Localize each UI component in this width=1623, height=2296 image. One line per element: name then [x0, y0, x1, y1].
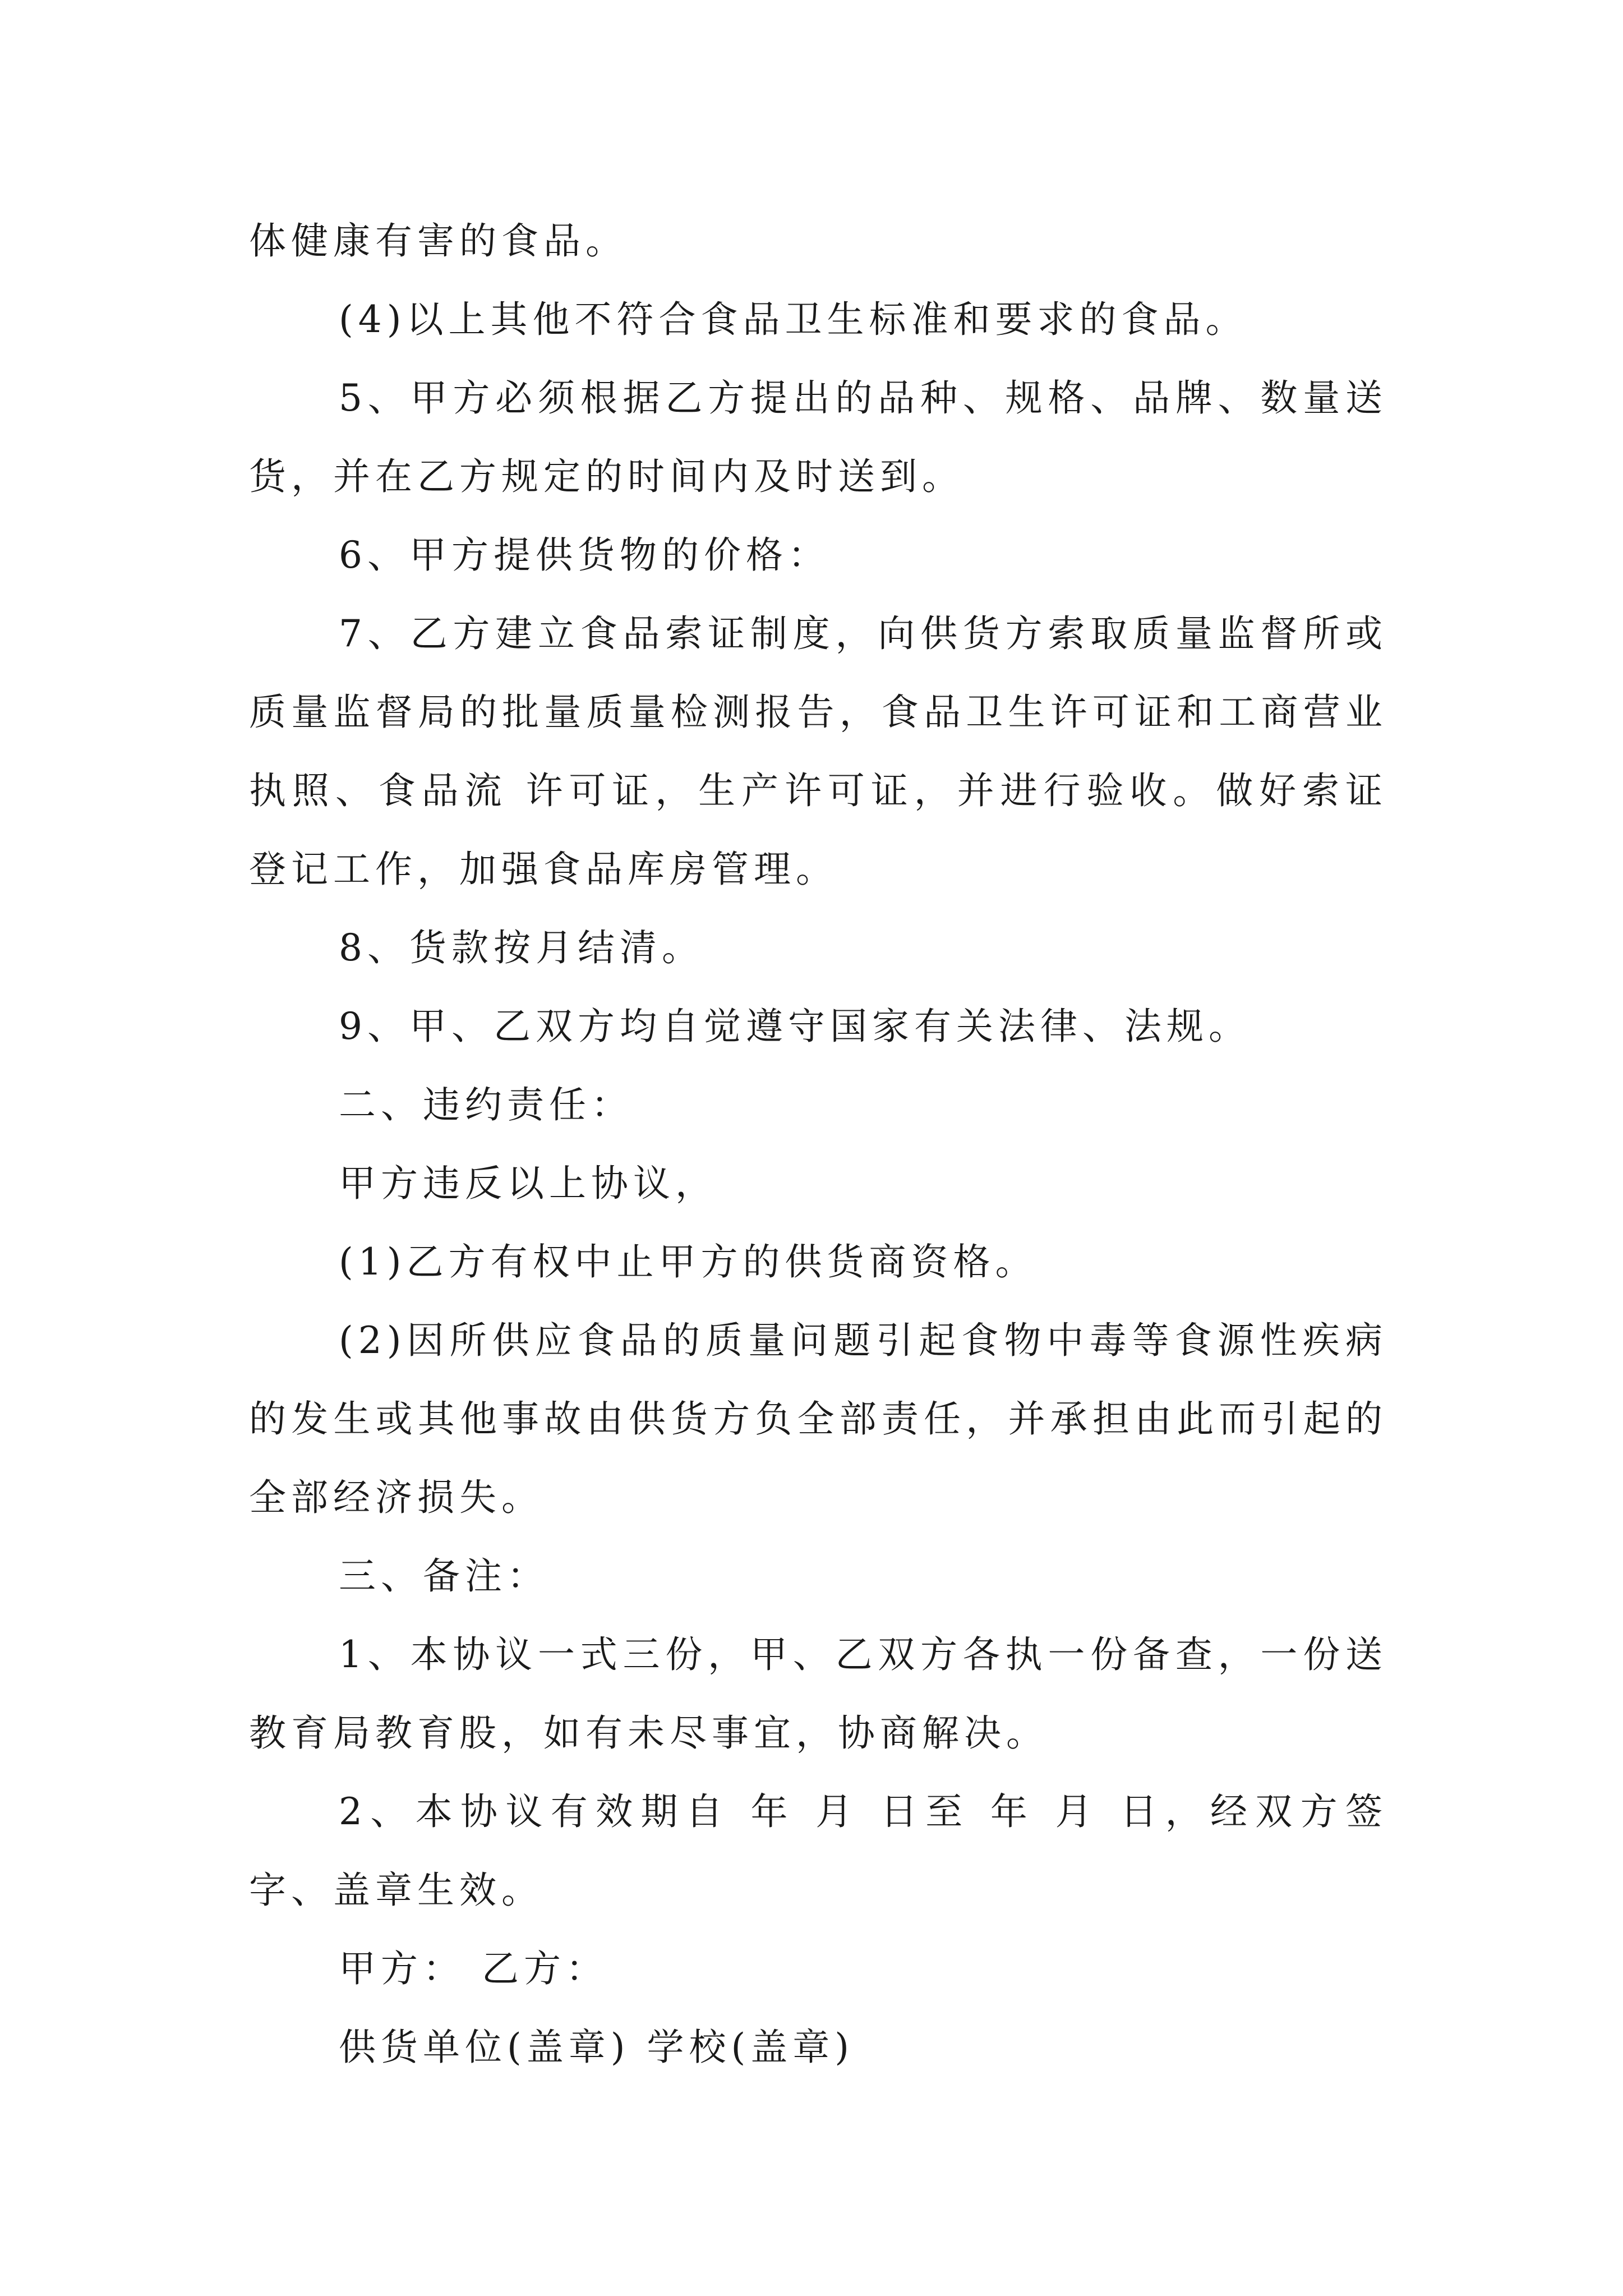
- paragraph-clause-6: 6、甲方提供货物的价格：: [339, 533, 830, 577]
- paragraph-clause-7: 7、乙方建立食品索证制度，向供货方索取质量监督所或质量监督局的批量质量检测报告，食品卫生许可证和工商营业执照、食品流 许可证，生产许可证，并进行验收。做好索证登记工作，加强食品库房管理。: [249, 612, 1387, 891]
- section-heading-breach: 二、违约责任：: [339, 1083, 633, 1126]
- document-body: [249, 202, 1387, 2087]
- section-heading-remarks: 三、备注：: [339, 1554, 549, 1598]
- paragraph-remark-1: 1、本协议一式三份，甲、乙双方各执一份备查，一份送教育局教育股，如有未尽事宜，协商解决。: [249, 1633, 1387, 1755]
- signature-parties: 甲方： 乙方：: [339, 1947, 608, 1990]
- paragraph-breach-intro: 甲方违反以上协议，: [339, 1162, 717, 1205]
- paragraph-clause-9: 9、甲、乙双方均自觉遵守国家有关法律、法规。: [339, 1005, 1251, 1048]
- signature-seals: 供货单位(盖章) 学校(盖章): [339, 2026, 854, 2069]
- paragraph-clause-5: 5、甲方必须根据乙方提出的品种、规格、品牌、数量送货，并在乙方规定的时间内及时送到。: [249, 376, 1387, 498]
- paragraph-item-4: (4)以上其他不符合食品卫生标准和要求的食品。: [339, 298, 1248, 341]
- paragraph-breach-item-2: (2)因所供应食品的质量问题引起食物中毒等食源性疾病的发生或其他事故由供货方负全部责任，并承担由此而引起的全部经济损失。: [249, 1319, 1387, 1519]
- paragraph-remark-2: 2、本协议有效期自 年 月 日至 年 月 日，经双方签字、盖章生效。: [249, 1790, 1387, 1912]
- paragraph-clause-8: 8、货款按月结清。: [339, 926, 704, 969]
- paragraph-health-hazard-end: 体健康有害的食品。: [249, 219, 628, 263]
- paragraph-breach-item-1: (1)乙方有权中止甲方的供货商资格。: [339, 1240, 1038, 1283]
